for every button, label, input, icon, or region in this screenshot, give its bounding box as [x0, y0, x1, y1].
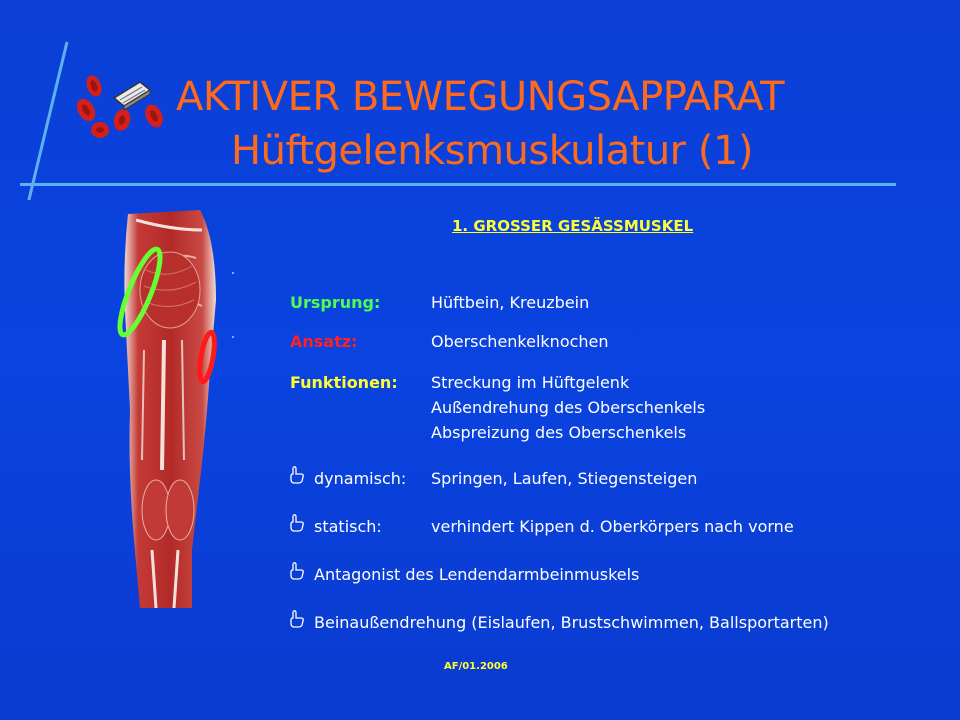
ansatz-value: Oberschenkelknochen: [431, 332, 609, 351]
ursprung-label: Ursprung:: [290, 293, 381, 312]
ursprung-value: Hüftbein, Kreuzbein: [431, 293, 590, 312]
title-underline: [20, 183, 896, 186]
statisch-label: statisch:: [314, 517, 382, 536]
page-subtitle: Hüftgelenksmuskulatur (1): [231, 128, 753, 174]
pointing-hand-icon: [289, 514, 305, 532]
footer-label: AF/01.2006: [444, 661, 508, 672]
pointing-hand-icon: [289, 466, 305, 484]
ansatz-label: Ansatz:: [290, 332, 358, 351]
pointing-hand-icon: [289, 562, 305, 580]
dynamisch-label: dynamisch:: [314, 469, 407, 488]
beinaussen-text: Beinaußendrehung (Eislaufen, Brustschwimmen, Ballsportarten): [314, 613, 829, 632]
blood-cells-logo-icon: [76, 68, 176, 148]
statisch-value: verhindert Kippen d. Oberkörpers nach vorne: [431, 517, 794, 536]
funktion-item: Streckung im Hüftgelenk: [431, 373, 630, 392]
dynamisch-value: Springen, Laufen, Stiegensteigen: [431, 469, 698, 488]
funktion-item: Abspreizung des Oberschenkels: [431, 423, 687, 442]
antagonist-text: Antagonist des Lendendarmbeinmuskels: [314, 565, 640, 584]
page-title: AKTIVER BEWEGUNGSAPPARAT: [176, 74, 784, 120]
funktion-item: Außendrehung des Oberschenkels: [431, 398, 706, 417]
marker-ellipses: [112, 240, 232, 390]
section-heading: 1. GROSSER GESÄSSMUSKEL: [452, 217, 694, 235]
dot: [232, 336, 234, 338]
funktionen-label: Funktionen:: [290, 373, 398, 392]
dot: [232, 272, 234, 274]
pointing-hand-icon: [289, 610, 305, 628]
